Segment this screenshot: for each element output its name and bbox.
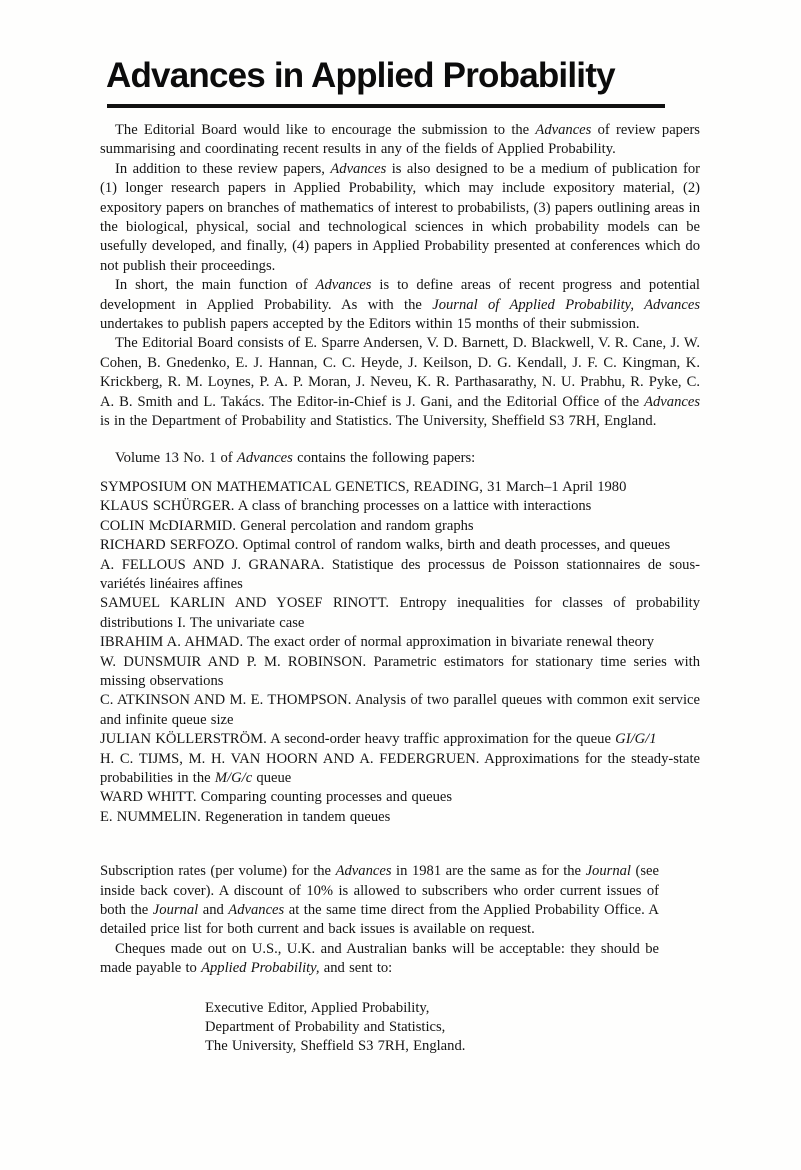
subscription-section [100,862,700,978]
paper-list-item [100,517,700,536]
address-block [100,999,700,1057]
address-line: Department of Probability and Statistics, [205,1019,446,1036]
paper-list-item [100,594,700,633]
text-run: In short, the main function of [115,277,316,294]
text-run: is in the Department of Probability and Statistics. The University, Sheffield S3 7RH, England. [100,413,657,430]
italic-text: Applied Probability, [201,960,320,977]
italic-text: Journal [152,902,199,919]
paper-list-item [100,691,700,730]
text-run: WARD WHITT. Comparing counting processes and queues [100,789,453,806]
text-run: The Editorial Board consists of E. Sparre Andersen, V. D. Barnett, D. Blackwell, V. R. Cane, J. W. Cohen, B. Gnedenko, E. J. Hannan, C. C. Heyde, J. Keilson, D. G. Kendall, J. F. C. Kingman, K. Krickberg, R. M. Loynes, P. A. P. Moran, J. Neveu, K. R. Parthasarathy, N. U. Prabhu, R. Pyke, C. A. B. Smith and L. Takács. The Editor-in-Chief is J. Gani, and the Editorial Office of the [100,335,700,410]
text-run: Volume 13 No. 1 of [115,449,237,466]
text-run: at the same time direct from the Applied Probability Office. A detailed price list for both current and back issues is available on request. [100,902,659,938]
text-run: C. ATKINSON AND M. E. THOMPSON. Analysis of two parallel queues with common exit service and infinite queue size [100,692,700,728]
text-run: contains the following papers: [292,449,476,466]
text-run: SAMUEL KARLIN AND YOSEF RINOTT. Entropy inequalities for classes of probability distributions I. The univariate case [100,595,700,631]
intro-paragraph [100,160,700,276]
intro-paragraph [100,121,700,160]
text-run: queue [252,770,292,786]
text-run: and sent to: [319,960,393,977]
paper-list-item [100,750,700,789]
paper-list-item [100,788,700,807]
italic-text: M/G/c [214,770,253,786]
papers-list [100,478,700,827]
italic-text: Advances [228,902,285,919]
text-run: RICHARD SERFOZO. Optimal control of random walks, birth and death processes, and queues [100,537,671,554]
intro-paragraph [100,276,700,334]
paper-list-item [100,808,700,827]
italic-text: Advances [236,449,293,466]
title-rule [107,104,665,108]
text-run: COLIN McDIARMID. General percolation and random graphs [100,517,474,534]
text-run: JULIAN KÖLLERSTRÖM. A second-order heavy traffic approximation for the queue [100,731,616,748]
paper-list-item [100,536,700,555]
text-run: E. NUMMELIN. Regeneration in tandem queues [100,808,391,825]
text-run: The Editorial Board would like to encourage the submission to the [115,122,536,138]
text-run: in 1981 are the same as for the [391,863,586,880]
address-line: Executive Editor, Applied Probability, [205,999,430,1016]
paper-list-item [100,497,700,516]
paper-list-item [100,653,700,692]
italic-text: Advances [315,277,372,294]
page-title: Advances in Applied Probability [106,56,615,95]
subscription-paragraph [100,862,659,940]
subscription-paragraph [100,940,659,979]
paper-list-item [100,730,700,749]
intro-paragraph [100,334,700,431]
text-run: Cheques made out on U.S., U.K. and Australian banks will be acceptable: they should be made payable to [100,940,659,977]
text-run: Subscription rates (per volume) for the [100,863,336,880]
text-run: is to define areas of recent progress and potential development in Applied Probability. As with the [100,277,700,313]
paper-list-item [100,633,700,652]
text-run: In addition to these review papers, [115,160,331,177]
paper-list-item [100,478,700,497]
text-run: W. DUNSMUIR AND P. M. ROBINSON. Parametric estimators for stationary time series with missing observations [100,653,700,689]
text-run: is also designed to be a medium of publication for (1) longer research papers in Applied Probability, which may include expository material, (2) expository papers on branches of mathematics of interest to probabilists, (3) papers outlining areas in the biological, physical, social and technological sciences in which probability models can be usefully developed, and finally, (4) papers in Applied Probability presented at conferences which do not publish their proceedings. [100,160,700,274]
italic-text: Journal of Applied Probability, Advances [432,296,700,313]
text-run: and [198,902,229,919]
italic-text: Advances [330,160,387,177]
address-line: The University, Sheffield S3 7RH, England. [205,1038,466,1055]
text-run: SYMPOSIUM ON MATHEMATICAL GENETICS, READING, 31 March–1 April 1980 [100,478,627,495]
italic-text: Advances [535,122,592,138]
text-run: undertakes to publish papers accepted by the Editors within 15 months of their submission. [100,316,640,333]
text-run: KLAUS SCHÜRGER. A class of branching processes on a lattice with interactions [100,498,592,515]
intro-paragraphs [100,121,700,432]
text-run: (see inside back cover). A discount of 10% is allowed to subscribers who order current issues of both the [100,863,660,919]
text-run: H. C. TIJMS, M. H. VAN HOORN AND A. FEDERGRUEN. Approximations for the steady-state probabilities in the [100,750,700,786]
italic-text: GI/G/1 [615,731,657,748]
volume-contents-line [100,449,700,468]
text-run: of review papers summarising and coordinating recent results in any of the fields of Applied Probability. [100,122,700,158]
italic-text: Journal [585,863,631,880]
italic-text: Advances [335,863,392,880]
text-run: A. FELLOUS AND J. GRANARA. Statistique des processus de Poisson stationnaires de sous-variétés linéaires affines [100,556,700,592]
italic-text: Advances [644,393,700,410]
text-run: IBRAHIM A. AHMAD. The exact order of normal approximation in bivariate renewal theory [100,634,655,651]
paper-list-item [100,556,700,595]
